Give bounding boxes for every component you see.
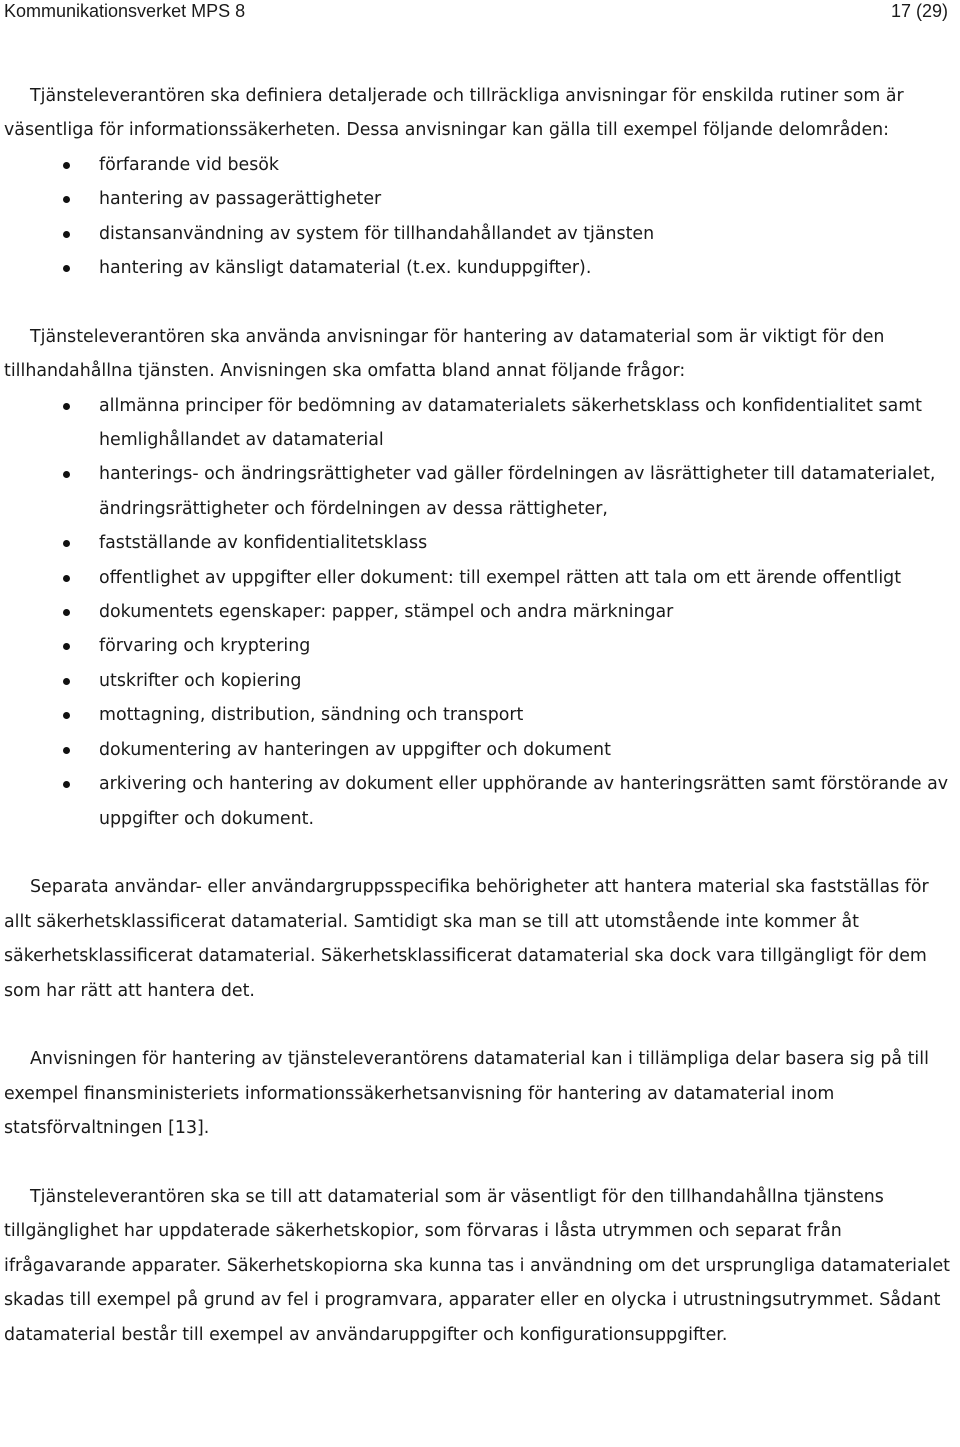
bullet-icon — [63, 231, 70, 238]
list-item-text: arkivering och hantering av dokument eller upphörande av hanteringsrätten samt förstörande av uppgifter och dokument. — [99, 774, 949, 829]
list-item — [99, 698, 960, 732]
bullet-icon — [63, 643, 70, 650]
list-item-text: allmänna principer för bedömning av datamaterialets säkerhetsklass och konfidentialitet samt hemlighållandet av datamaterial — [99, 395, 922, 451]
list-item — [99, 182, 960, 216]
list-item-text: mottagning, distribution, sändning och transport — [99, 705, 524, 726]
bullet-icon — [63, 575, 70, 582]
list-item — [99, 664, 960, 698]
bullet-icon — [63, 471, 70, 478]
list-item-text: utskrifter och kopiering — [99, 670, 302, 691]
list-item-text: hantering av passagerättigheter — [99, 189, 382, 210]
bullet-icon — [63, 162, 70, 169]
bullet-icon — [63, 540, 70, 547]
paragraph-5: Tjänsteleverantören ska se till att datamaterial som är väsentligt för den tillhandahållna tjänstens tillgänglighet har uppdaterade säkerhetskopior, som förvaras i låsta utrymmen och separat från ifrågavarande apparater. Säkerhetskopiorna ska kunna tas i användning om det ursprungliga datamaterialet skadas till exempel på grund av fel i programvara, apparater eller en olycka i utrustningsutrymmet. Sådant datamaterial består till exempel av användaruppgifter och konfigurationsuppgifter. — [4, 1186, 950, 1345]
list-item — [99, 733, 960, 767]
paragraph-2: Tjänsteleverantören ska använda anvisningar för hantering av datamaterial som är viktigt för den tillhandahållna tjänsten. Anvisningen ska omfatta bland annat följande frågor: — [4, 326, 885, 382]
list-item — [99, 457, 960, 526]
list-2 — [4, 389, 960, 836]
list-item — [99, 389, 960, 458]
bullet-icon — [63, 609, 70, 616]
bullet-icon — [63, 265, 70, 272]
list-item — [99, 217, 960, 251]
document-body — [4, 79, 960, 1352]
bullet-icon — [63, 712, 70, 719]
page-header — [4, 0, 948, 22]
list-item-text: offentlighet av uppgifter eller dokument: till exempel rätten att tala om ett ärende offentligt — [99, 567, 902, 588]
bullet-icon — [63, 747, 70, 754]
bullet-icon — [63, 781, 70, 788]
list-item-text: hantering av känsligt datamaterial (t.ex. kunduppgifter). — [99, 258, 592, 279]
paragraph-4: Anvisningen för hantering av tjänsteleverantörens datamaterial kan i tillämpliga delar basera sig på till exempel finansministeriets informationssäkerhetsanvisning för hantering av datamaterial inom statsförvaltningen [13]. — [4, 1049, 929, 1139]
list-item — [99, 561, 960, 595]
list-item-text: dokumentering av hanteringen av uppgifter och dokument — [99, 739, 611, 760]
list-item-text: förvaring och kryptering — [99, 636, 311, 657]
list-item-text: distansanvändning av system för tillhandahållandet av tjänsten — [99, 223, 655, 244]
document-title: Kommunikationsverket MPS 8 — [4, 1, 246, 21]
bullet-icon — [63, 196, 70, 203]
bullet-icon — [63, 678, 70, 685]
list-item-text: fastställande av konfidentialitetsklass — [99, 533, 428, 554]
paragraph-1: Tjänsteleverantören ska definiera detaljerade och tillräckliga anvisningar för enskilda rutiner som är väsentliga för informationssäkerheten. Dessa anvisningar kan gälla till exempel följande delområden: — [4, 86, 904, 141]
bullet-icon — [63, 403, 70, 410]
list-item — [99, 629, 960, 663]
list-item — [99, 767, 960, 836]
paragraph-3: Separata användar- eller användargruppsspecifika behörigheter att hantera material ska fastställas för allt säkerhetsklassificerat datamaterial. Samtidigt ska man se till att utomstående inte kommer åt säkerhetsklassificerat datamaterial. Säkerhetsklassificerat datamaterial ska dock vara tillgängligt för dem som har rätt att hantera det. — [4, 877, 929, 1001]
list-item — [99, 251, 960, 285]
list-item — [99, 148, 960, 182]
list-item — [99, 526, 960, 560]
list-item-text: förfarande vid besök — [99, 154, 279, 175]
list-item-text: dokumentets egenskaper: papper, stämpel och andra märkningar — [99, 602, 674, 623]
list-item — [99, 595, 960, 629]
list-item-text: hanterings- och ändringsrättigheter vad gäller fördelningen av läsrättigheter till datamaterialet, ändringsrättigheter och fördelningen av dessa rättigheter, — [99, 464, 936, 519]
list-1 — [4, 148, 960, 286]
page-number: 17 (29) — [890, 1, 948, 21]
